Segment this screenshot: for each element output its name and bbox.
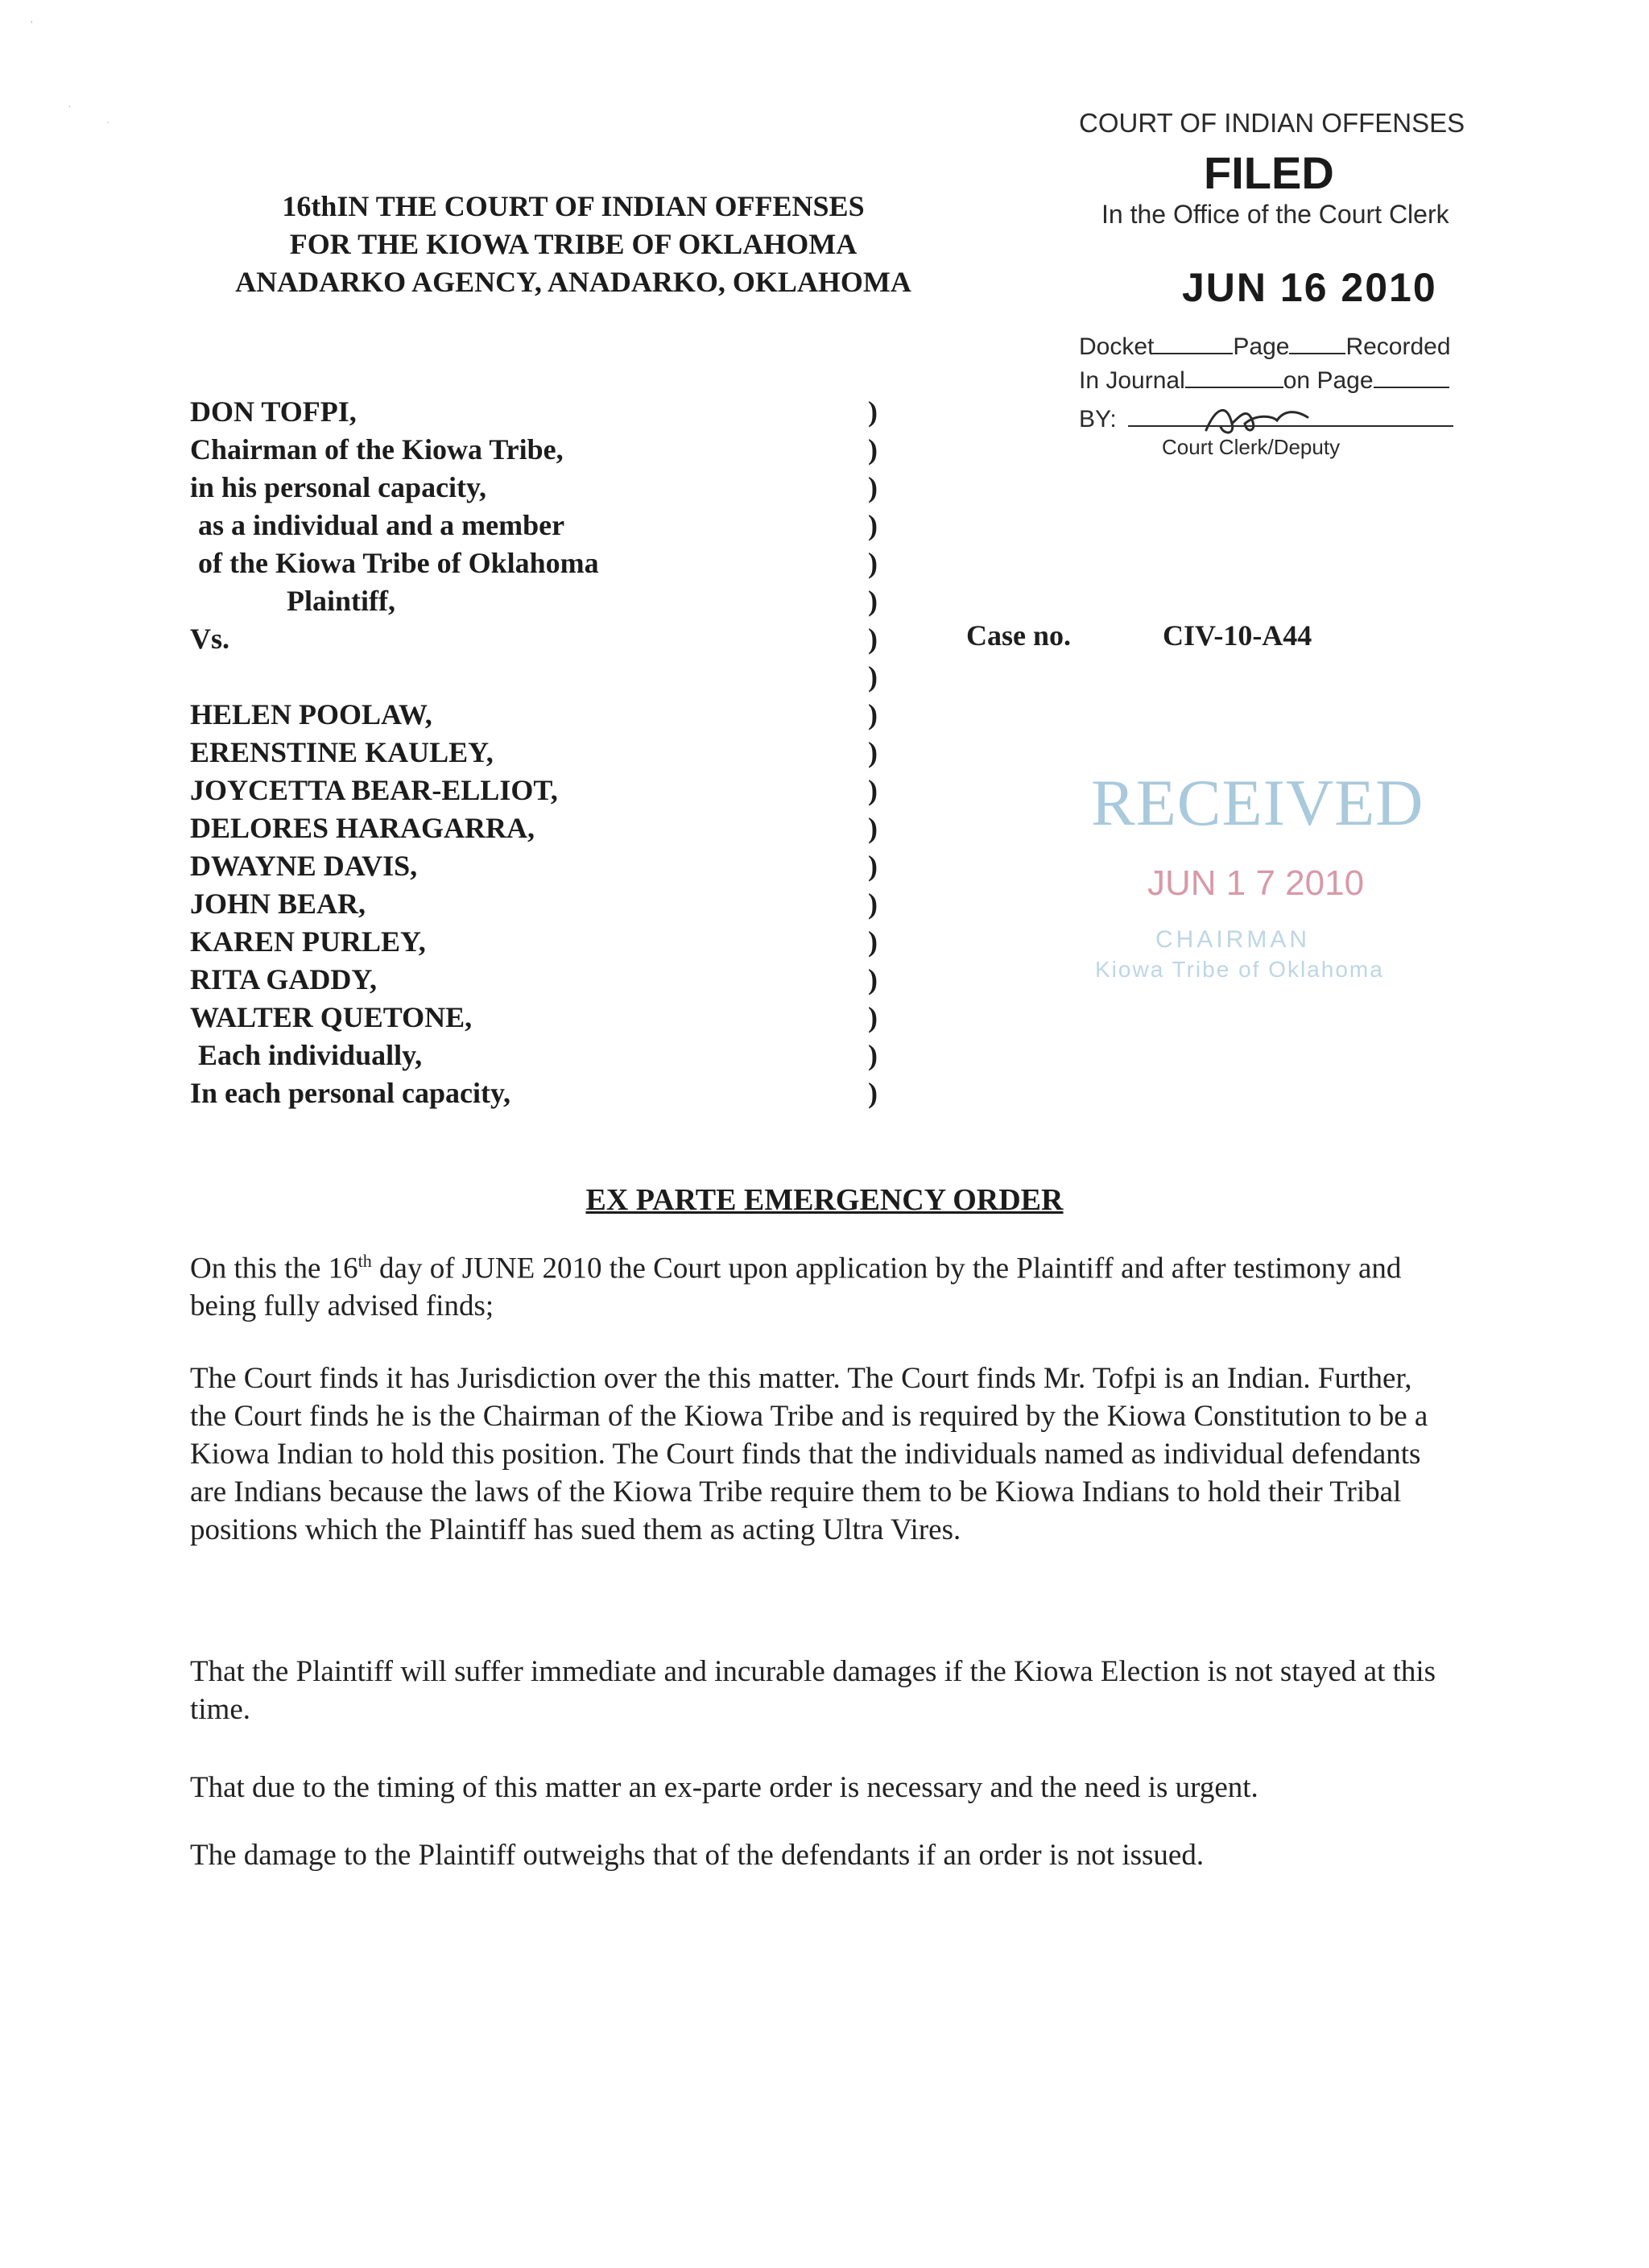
defendant-name: HELEN POOLAW, [190,698,432,730]
scan-mark: · [106,118,110,130]
p1-rest: day of JUNE 2010 the Court upon application by the Plaintiff and after testimony and being fully advised finds; [190,1252,1402,1323]
docket-label: Docket [1079,333,1155,360]
paren: ) [868,1077,878,1109]
plaintiff-label: Plaintiff, [287,585,395,617]
paren: ) [868,623,878,655]
paren: ) [868,812,878,844]
filed-stamp-journal-row [1079,367,1449,395]
filed-stamp-clerk: Court Clerk/Deputy [1162,435,1341,459]
defendant-name: DELORES HARAGARRA, [190,812,535,844]
plaintiff-capacity: of the Kiowa Tribe of Oklahoma [198,547,599,579]
defendant-name: WALTER QUETONE, [190,1001,473,1033]
court-header-line-2: FOR THE KIOWA TRIBE OF OKLAHOMA [289,228,858,260]
p1-start: On this the 16 [190,1252,358,1285]
filed-stamp-court: COURT OF INDIAN OFFENSES [1079,108,1465,138]
paren: ) [868,888,878,920]
received-stamp-date: JUN 1 7 2010 [1147,863,1365,903]
order-title: EX PARTE EMERGENCY ORDER [585,1183,1064,1217]
filed-stamp-date: JUN 16 2010 [1182,265,1437,310]
plaintiff-capacity: as a individual and a member [198,509,565,541]
defendant-capacity: Each individually, [198,1039,423,1071]
case-caption-parties [190,393,599,1112]
filed-stamp-docket-row [1079,333,1451,361]
clerk-signature [1200,399,1312,440]
paren: ) [868,471,878,503]
order-paragraph-5: The damage to the Plaintiff outweighs that of the defendants if an order is not issued. [190,1839,1205,1872]
received-stamp-office: CHAIRMAN [1155,926,1311,953]
defendant-name: KAREN PURLEY, [190,925,426,958]
paren: ) [868,698,878,730]
p1-ordinal: th [357,1251,372,1271]
defendant-name: JOHN BEAR, [190,888,366,920]
paren: ) [868,509,878,541]
court-header-line-1: 16thIN THE COURT OF INDIAN OFFENSES [282,190,865,222]
paren: ) [868,433,878,466]
page-label: Page [1233,333,1290,360]
order-paragraph-4: That due to the timing of this matter an ex-parte order is necessary and the need is urgent. [190,1771,1258,1804]
plaintiff-title: Chairman of the Kiowa Tribe, [190,433,564,466]
defendant-name: DWAYNE DAVIS, [190,850,418,882]
case-number-label: Case no. [966,619,1072,652]
scan-mark: ' [31,19,33,31]
paren: ) [868,850,878,882]
paren: ) [868,963,878,995]
plaintiff-capacity: in his personal capacity, [190,471,487,503]
order-paragraph-2: The Court finds it has Jurisdiction over the this matter. The Court finds Mr. Tofpi is an Indian. Further, the Court finds he is the Chairman of the Kiowa Tribe and is required by the Kiowa Constitution to be a Kiowa Indian to hold this position. The Court finds that the individuals named as individual defendants are Indians because the laws of the Kiowa Tribe require them to be Kiowa Indians to hold their Tribal positions which the Plaintiff has sued them as acting Ultra Vires. [190,1362,1428,1546]
caption-parentheses [868,393,878,1112]
paren: ) [868,736,878,768]
order-paragraph-3: That the Plaintiff will suffer immediate and incurable damages if the Kiowa Election is not stayed at this time. [190,1655,1436,1726]
scan-mark: · [68,101,72,114]
order-paragraph-1 [190,1242,1446,1325]
defendant-name: JOYCETTA BEAR-ELLIOT, [190,774,558,806]
defendant-name: RITA GADDY, [190,963,378,995]
received-stamp-tribe: Kiowa Tribe of Oklahoma [1095,957,1384,982]
defendant-capacity: In each personal capacity, [190,1077,511,1109]
court-header-line-3: ANADARKO AGENCY, ANADARKO, OKLAHOMA [235,266,911,298]
plaintiff-name: DON TOFPI, [190,395,357,428]
case-number: CIV-10-A44 [1163,619,1312,652]
filed-stamp-label: FILED [1204,147,1334,198]
paren: ) [868,1001,878,1033]
defendant-name: ERENSTINE KAULEY, [190,736,494,768]
paren: ) [868,925,878,958]
paren: ) [868,547,878,579]
received-stamp-word: RECEIVED [1091,766,1424,839]
paren: ) [868,585,878,617]
paren: ) [868,774,878,806]
filed-stamp-office: In the Office of the Court Clerk [1101,200,1449,229]
versus-label: Vs. [190,623,230,655]
recorded-label: Recorded [1345,333,1451,360]
by-label: BY: [1079,406,1117,432]
on-page-label: on Page [1283,367,1374,394]
paren: ) [868,660,878,693]
in-journal-label: In Journal [1079,367,1185,394]
paren: ) [868,1039,878,1071]
paren: ) [868,395,878,428]
